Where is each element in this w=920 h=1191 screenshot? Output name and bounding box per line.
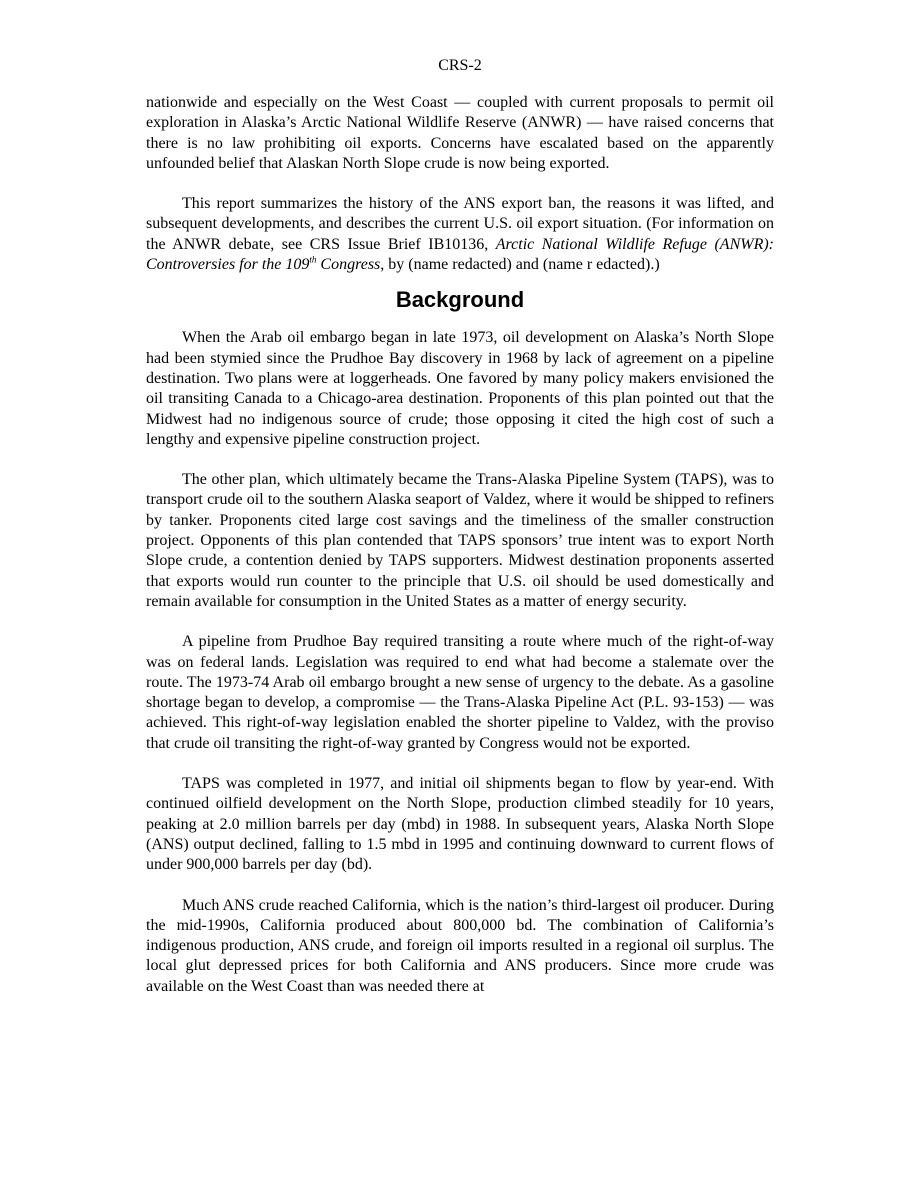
intro-paragraph-report-summary <box>146 194 774 275</box>
background-paragraph-california: Much ANS crude reached California, which is the nation’s third-largest oil producer. During the mid-1990s, California produced about 800,000 bd. The combination of California’s indigenous production, ANS crude, and foreign oil imports resulted in a regional oil surplus. The local glut depressed prices for both California and ANS producers. Since more crude was available on the West Coast than was needed there at <box>146 896 774 995</box>
paragraph-spacer <box>146 450 774 470</box>
background-paragraph-embargo: When the Arab oil embargo began in late 1973, oil development on Alaska’s North Slope had been stymied since the Prudhoe Bay discovery in 1968 by lack of agreement on a pipeline destination. Two plans were at loggerheads. One favored by many policy makers envisioned the oil transiting Canada to a Chicago-area destination. Proponents of this plan pointed out that the Midwest had no indigenous source of crude; those opposing it cited the high cost of such a lengthy and expensive pipeline construction project. <box>146 329 774 448</box>
background-paragraph-taps-plan: The other plan, which ultimately became the Trans-Alaska Pipeline System (TAPS), was to transport crude oil to the southern Alaska seaport of Valdez, where it would be shipped to refiners by tanker. Proponents cited large cost savings and the timeliness of the smaller construction project. Opponents of this plan contended that TAPS sponsors’ true intent was to export North Slope crude, a contention denied by TAPS supporters. Midwest destination proponents asserted that exports would run counter to the principle that U.S. oil should be used domestically and remain available for consumption in the United States as a matter of energy security. <box>146 471 774 610</box>
anwr-brief-title-main: Arctic National Wildlife Refuge (ANWR): Controversies for the 109 <box>146 235 774 274</box>
report-summary-authors: , by (name redacted) and (name r edacted).) <box>380 256 660 274</box>
section-heading-background: Background <box>395 287 525 313</box>
paragraph-spacer <box>146 876 774 896</box>
paragraph-spacer <box>146 612 774 632</box>
page-number-header: CRS-2 <box>438 57 482 74</box>
anwr-brief-title-tail: Congress <box>316 256 381 274</box>
paragraph-spacer <box>146 754 774 774</box>
background-paragraph-right-of-way: A pipeline from Prudhoe Bay required transiting a route where much of the right-of-way was on federal lands. Legislation was required to end what had become a stalemate over the route. The 1973-74 Arab oil embargo brought a new sense of urgency to the debate. As a gasoline shortage began to develop, a compromise — the Trans-Alaska Pipeline Act (P.L. 93-153) — was achieved. This right-of-way legislation enabled the shorter pipeline to Valdez, with the proviso that crude oil transiting the right-of-way granted by Congress would not be exported. <box>146 633 774 752</box>
paragraph-spacer <box>146 174 774 194</box>
document-page <box>146 56 774 997</box>
intro-paragraph-continued: nationwide and especially on the West Coast — coupled with current proposals to permit oil exploration in Alaska’s Arctic National Wildlife Reserve (ANWR) — have raised concerns that there is no law prohibiting oil exports. Concerns have escalated based on the apparently unfounded belief that Alaskan North Slope crude is now being exported. <box>146 94 774 172</box>
report-summary-text: This report summarizes the history of the ANS export ban, the reasons it was lifted, and subsequent developments, and describes the current U.S. oil export situation. (For information on the ANWR debate, see CRS Issue Brief IB10136, <box>146 195 774 253</box>
background-paragraph-production: TAPS was completed in 1977, and initial oil shipments began to flow by year-end. With continued oilfield development on the North Slope, production climbed steadily for 10 years, peaking at 2.0 million barrels per day (mbd) in 1988. In subsequent years, Alaska North Slope (ANS) output declined, falling to 1.5 mbd in 1995 and continuing downward to current flows of under 900,000 barrels per day (bd). <box>146 775 774 874</box>
ordinal-superscript: th <box>309 254 317 265</box>
